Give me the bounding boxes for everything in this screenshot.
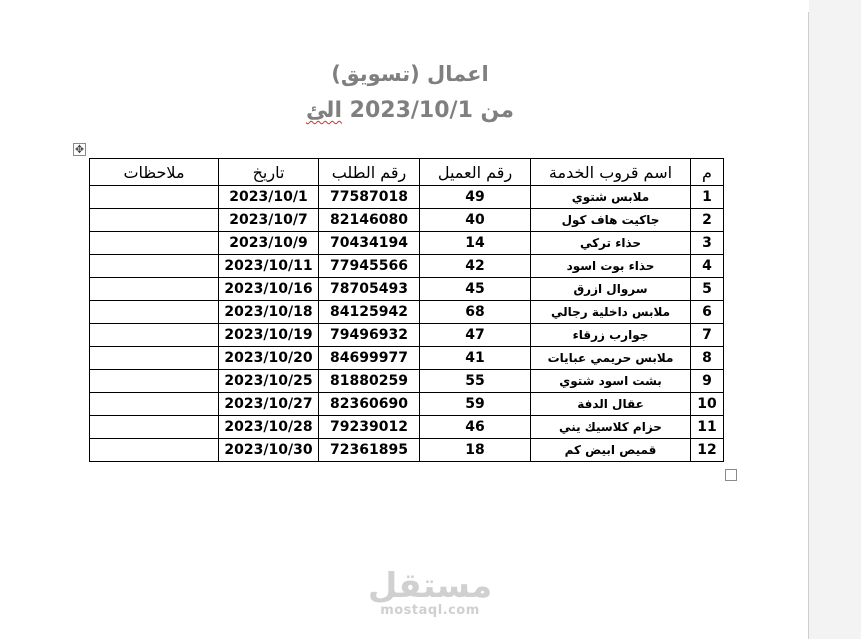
cell-notes[interactable] [90, 278, 219, 301]
cell-num[interactable]: 8 [691, 347, 724, 370]
cell-num[interactable]: 10 [691, 393, 724, 416]
header-customer[interactable]: رقم العميل [420, 159, 531, 186]
table-row [90, 301, 724, 324]
cell-notes[interactable] [90, 255, 219, 278]
cell-notes[interactable] [90, 301, 219, 324]
watermark-url: mostaql.com [380, 603, 480, 618]
top-margin [0, 0, 809, 12]
table-row [90, 278, 724, 301]
cell-customer[interactable]: 46 [420, 416, 531, 439]
table-row [90, 370, 724, 393]
cell-num[interactable]: 3 [691, 232, 724, 255]
table-row [90, 439, 724, 462]
cell-service[interactable]: بشت اسود شتوي [531, 370, 691, 393]
cell-customer[interactable]: 42 [420, 255, 531, 278]
cell-service[interactable]: حذاء بوت اسود [531, 255, 691, 278]
cell-date[interactable]: 2023/10/9 [219, 232, 319, 255]
cell-service[interactable]: سروال ازرق [531, 278, 691, 301]
cell-num[interactable]: 11 [691, 416, 724, 439]
cell-customer[interactable]: 49 [420, 186, 531, 209]
cell-order[interactable]: 79239012 [319, 416, 420, 439]
cell-customer[interactable]: 55 [420, 370, 531, 393]
cell-service[interactable]: عقال الدفة [531, 393, 691, 416]
watermark [362, 568, 498, 618]
watermark-logo: مستقل [367, 566, 493, 606]
cell-customer[interactable]: 68 [420, 301, 531, 324]
cell-order[interactable]: 84699977 [319, 347, 420, 370]
resize-square-icon[interactable] [725, 469, 737, 481]
cell-num[interactable]: 7 [691, 324, 724, 347]
cell-num[interactable]: 2 [691, 209, 724, 232]
cell-date[interactable]: 2023/10/30 [219, 439, 319, 462]
table-header-row [90, 159, 724, 186]
cell-customer[interactable]: 14 [420, 232, 531, 255]
cell-order[interactable]: 84125942 [319, 301, 420, 324]
table-row [90, 324, 724, 347]
cell-num[interactable]: 5 [691, 278, 724, 301]
spelling-flagged-word[interactable]: الئ [306, 98, 342, 123]
cell-order[interactable]: 82360690 [319, 393, 420, 416]
cell-date[interactable]: 2023/10/27 [219, 393, 319, 416]
cell-service[interactable]: ملابس شتوي [531, 186, 691, 209]
header-service[interactable]: اسم قروب الخدمة [531, 159, 691, 186]
cell-date[interactable]: 2023/10/11 [219, 255, 319, 278]
cell-order[interactable]: 77945566 [319, 255, 420, 278]
cell-notes[interactable] [90, 439, 219, 462]
cell-order[interactable]: 72361895 [319, 439, 420, 462]
cell-notes[interactable] [90, 370, 219, 393]
table-row [90, 186, 724, 209]
cell-date[interactable]: 2023/10/7 [219, 209, 319, 232]
cell-notes[interactable] [90, 186, 219, 209]
table-row [90, 416, 724, 439]
cell-date[interactable]: 2023/10/28 [219, 416, 319, 439]
cell-order[interactable]: 79496932 [319, 324, 420, 347]
cell-order[interactable]: 81880259 [319, 370, 420, 393]
cell-num[interactable]: 6 [691, 301, 724, 324]
cell-service[interactable]: جاكيت هاف كول [531, 209, 691, 232]
header-num[interactable]: م [691, 159, 724, 186]
cell-notes[interactable] [90, 324, 219, 347]
table-row [90, 347, 724, 370]
cell-notes[interactable] [90, 347, 219, 370]
table-row [90, 393, 724, 416]
table-row [90, 209, 724, 232]
cell-date[interactable]: 2023/10/20 [219, 347, 319, 370]
cell-order[interactable]: 82146080 [319, 209, 420, 232]
cell-date[interactable]: 2023/10/19 [219, 324, 319, 347]
cell-num[interactable]: 9 [691, 370, 724, 393]
header-order[interactable]: رقم الطلب [319, 159, 420, 186]
cell-num[interactable]: 1 [691, 186, 724, 209]
header-date[interactable]: تاريخ [219, 159, 319, 186]
cell-service[interactable]: قميص ابيض كم [531, 439, 691, 462]
cell-notes[interactable] [90, 209, 219, 232]
cell-notes[interactable] [90, 232, 219, 255]
document-subtitle[interactable] [250, 98, 570, 123]
workspace-gutter [809, 0, 861, 639]
cell-service[interactable]: حزام كلاسيك يني [531, 416, 691, 439]
cell-num[interactable]: 12 [691, 439, 724, 462]
cell-order[interactable]: 78705493 [319, 278, 420, 301]
cell-customer[interactable]: 40 [420, 209, 531, 232]
cell-customer[interactable]: 59 [420, 393, 531, 416]
cell-customer[interactable]: 41 [420, 347, 531, 370]
cell-service[interactable]: جوارب زرقاء [531, 324, 691, 347]
table-row [90, 232, 724, 255]
subtitle-date-range: من 2023/10/1 [341, 98, 514, 123]
cell-notes[interactable] [90, 416, 219, 439]
orders-table[interactable] [89, 158, 724, 462]
cell-customer[interactable]: 18 [420, 439, 531, 462]
table-row [90, 255, 724, 278]
header-notes[interactable]: ملاحظات [90, 159, 219, 186]
cell-service[interactable]: حذاء تركي [531, 232, 691, 255]
cell-date[interactable]: 2023/10/18 [219, 301, 319, 324]
cell-customer[interactable]: 45 [420, 278, 531, 301]
cell-num[interactable]: 4 [691, 255, 724, 278]
cell-date[interactable]: 2023/10/25 [219, 370, 319, 393]
table-body [90, 186, 724, 462]
move-cross-icon[interactable]: ✥ [74, 143, 85, 156]
cell-order[interactable]: 70434194 [319, 232, 420, 255]
cell-date[interactable]: 2023/10/16 [219, 278, 319, 301]
cell-date[interactable]: 2023/10/1 [219, 186, 319, 209]
page-edge [808, 12, 809, 639]
cell-customer[interactable]: 47 [420, 324, 531, 347]
cell-service[interactable]: ملابس داخلية رجالي [531, 301, 691, 324]
cell-notes[interactable] [90, 393, 219, 416]
cell-order[interactable]: 77587018 [319, 186, 420, 209]
cell-service[interactable]: ملابس حريمي عبايات [531, 347, 691, 370]
document-title[interactable]: اعمال (تسويق) [331, 62, 489, 86]
